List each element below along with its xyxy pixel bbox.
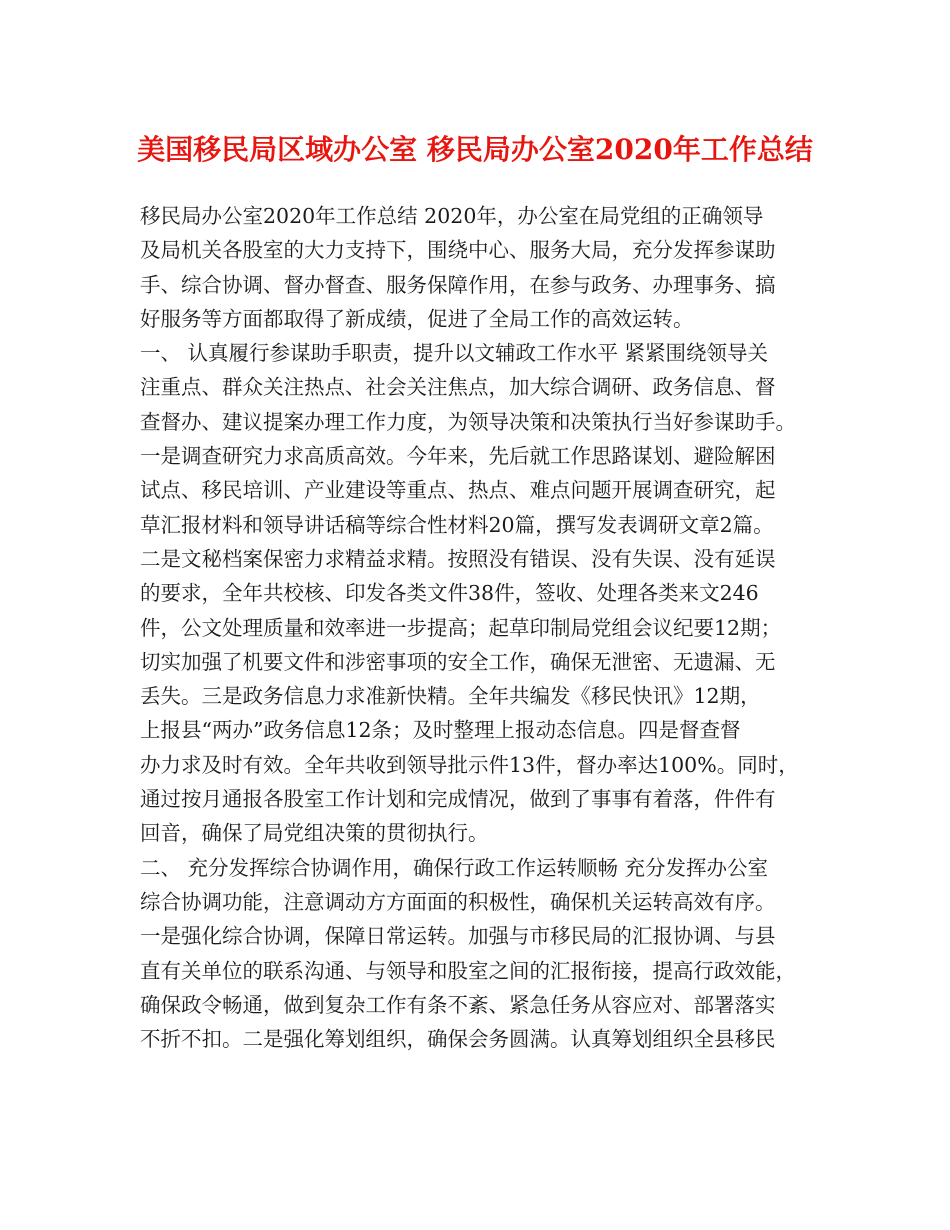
body-line: 的要求，全年共校核、印发各类文件38件，签收、处理各类来文246 bbox=[140, 581, 759, 606]
body-line: 上报县“两办”政务信息12条；及时整理上报动态信息。四是督查督 bbox=[140, 718, 741, 743]
body-line: 一是调查研究力求高质高效。今年来，先后就工作思路谋划、避险解困 bbox=[140, 444, 776, 469]
body-line: 件，公文处理质量和效率进一步提高；起草印制局党组会议纪要12期； bbox=[140, 615, 782, 640]
body-line: 好服务等方面都取得了新成绩，促进了全局工作的高效运转。 bbox=[140, 306, 694, 331]
body-line: 丢失。三是政务信息力求准新快精。全年共编发《移民快讯》12期， bbox=[140, 684, 761, 709]
document-title: 美国移民局区域办公室 移民局办公室2020年工作总结 bbox=[137, 133, 813, 166]
body-line: 直有关单位的联系沟通、与领导和股室之间的汇报衔接，提高行政效能， bbox=[140, 958, 796, 983]
body-line: 通过按月通报各股室工作计划和完成情况，做到了事事有着落，件件有 bbox=[140, 787, 776, 812]
body-line: 一、 认真履行参谋助手职责，提升以文辅政工作水平 紧紧围绕领导关 bbox=[140, 341, 769, 366]
body-line: 回音，确保了局党组决策的贯彻执行。 bbox=[140, 821, 489, 846]
body-line: 查督办、建议提案办理工作力度，为领导决策和决策执行当好参谋助手。 bbox=[140, 409, 796, 434]
body-line: 及局机关各股室的大力支持下，围绕中心、服务大局，充分发挥参谋助 bbox=[140, 238, 776, 263]
body-line: 二、 充分发挥综合协调作用，确保行政工作运转顺畅 充分发挥办公室 bbox=[140, 855, 769, 880]
body-line: 办力求及时有效。全年共收到领导批示件13件，督办率达100%。同时， bbox=[140, 752, 799, 777]
body-line: 手、综合协调、督办督查、服务保障作用，在参与政务、办理事务、搞 bbox=[140, 272, 776, 297]
body-line: 切实加强了机要文件和涉密事项的安全工作，确保无泄密、无遗漏、无 bbox=[140, 649, 776, 674]
body-line: 移民局办公室2020年工作总结 2020年，办公室在局党组的正确领导 bbox=[140, 204, 764, 228]
body-line: 草汇报材料和领导讲话稿等综合性材料20篇，撰写发表调研文章2篇。 bbox=[140, 512, 774, 537]
body-line: 试点、移民培训、产业建设等重点、热点、难点问题开展调查研究，起 bbox=[140, 478, 776, 503]
body-line: 综合协调功能，注意调动方方面面的积极性，确保机关运转高效有序。 bbox=[140, 889, 776, 914]
body-line: 二是文秘档案保密力求精益求精。按照没有错误、没有失误、没有延误 bbox=[140, 546, 776, 571]
body-line: 确保政令畅通，做到复杂工作有条不紊、紧急任务从容应对、部署落实 bbox=[140, 992, 776, 1017]
body-line: 注重点、群众关注热点、社会关注焦点，加大综合调研、政务信息、督 bbox=[140, 375, 776, 400]
document-body bbox=[140, 199, 830, 1056]
body-line: 一是强化综合协调，保障日常运转。加强与市移民局的汇报协调、与县 bbox=[140, 924, 776, 949]
body-line: 不折不扣。二是强化筹划组织，确保会务圆满。认真筹划组织全县移民 bbox=[140, 1027, 776, 1052]
